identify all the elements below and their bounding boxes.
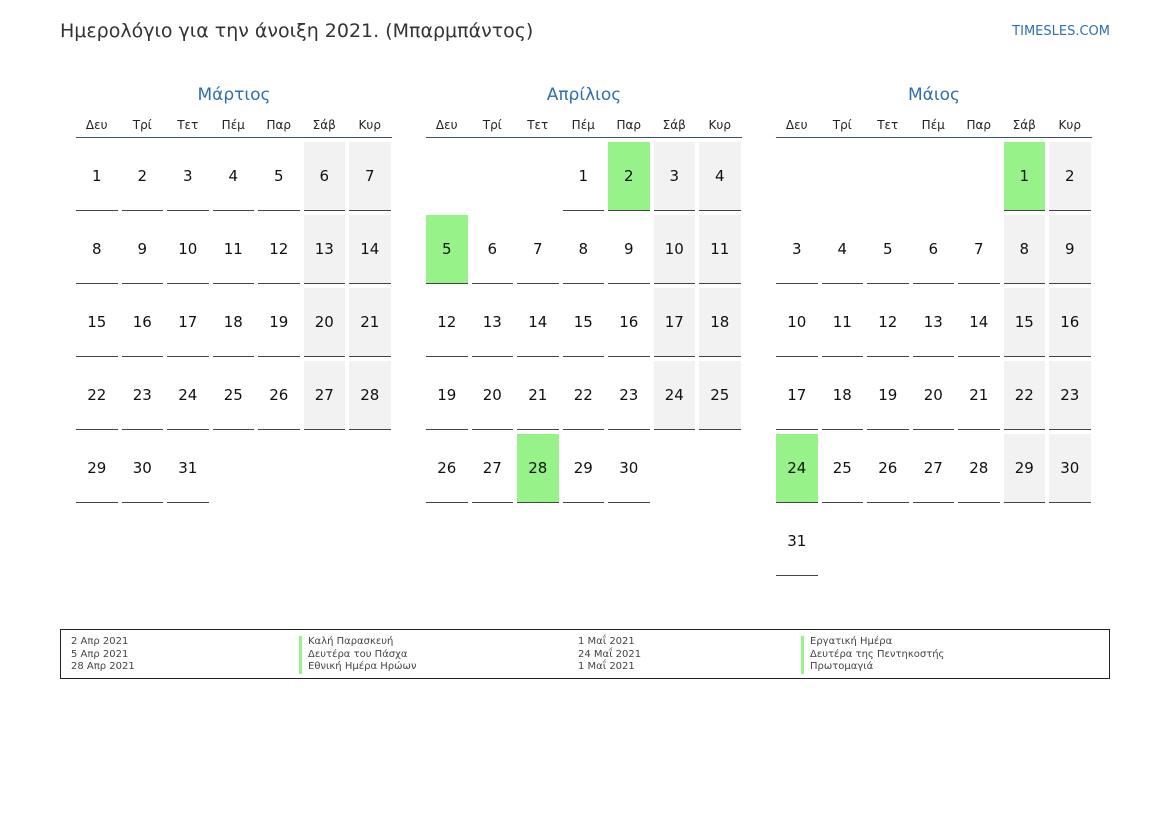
legend-date: 28 Απρ 2021 [71,661,135,672]
day-grid [426,142,742,503]
day-cell[interactable]: 28 [958,434,1000,503]
day-cell[interactable]: 22 [76,361,118,430]
weekday-label: Τρί [132,118,152,132]
day-cell[interactable]: 14 [517,288,559,357]
day-cell[interactable]: 16 [608,288,650,357]
weekday-label: Σάβ [662,118,686,132]
day-cell[interactable]: 23 [608,361,650,430]
holiday-day-cell[interactable]: 28 [517,434,559,503]
day-cell[interactable]: 23 [122,361,164,430]
legend-holiday-name: Δευτέρα του Πάσχα [299,649,416,662]
day-cell[interactable]: 9 [122,215,164,284]
day-cell[interactable]: 1 [563,142,605,211]
day-cell[interactable]: 16 [122,288,164,357]
day-cell[interactable]: 8 [563,215,605,284]
day-cell[interactable]: 25 [822,434,864,503]
day-cell[interactable]: 3 [654,142,696,211]
holiday-day-cell[interactable]: 5 [426,215,468,284]
month-april [426,84,742,503]
day-cell[interactable]: 12 [867,288,909,357]
weekday-label: Κυρ [708,118,731,132]
day-cell[interactable]: 9 [1049,215,1091,284]
empty-cell [776,142,818,211]
weekday-label: Παρ [966,118,992,132]
month-may [776,84,1092,576]
day-cell[interactable]: 19 [426,361,468,430]
day-cell[interactable]: 14 [958,288,1000,357]
weekday-label: Παρ [266,118,292,132]
day-cell[interactable]: 2 [122,142,164,211]
day-cell[interactable]: 14 [349,215,391,284]
legend-holiday-name: Καλή Παρασκευή [299,636,416,649]
day-cell[interactable]: 24 [167,361,209,430]
day-cell[interactable]: 31 [167,434,209,503]
day-cell[interactable]: 7 [517,215,559,284]
weekday-label: Δευ [435,118,458,132]
day-cell[interactable]: 2 [1049,142,1091,211]
day-cell[interactable]: 31 [776,507,818,576]
day-cell[interactable]: 27 [472,434,514,503]
weekday-label: Δευ [85,118,108,132]
day-cell[interactable]: 10 [776,288,818,357]
weekday-label: Πέμ [921,118,945,132]
day-cell[interactable]: 24 [654,361,696,430]
day-cell[interactable]: 18 [213,288,255,357]
day-cell[interactable]: 30 [1049,434,1091,503]
weekday-label: Τετ [877,118,899,132]
day-cell[interactable]: 25 [213,361,255,430]
day-cell[interactable]: 7 [958,215,1000,284]
weekday-header [426,115,742,138]
weekday-label: Παρ [616,118,642,132]
day-cell[interactable]: 13 [472,288,514,357]
weekday-label: Πέμ [571,118,595,132]
day-grid [776,142,1092,576]
day-cell[interactable]: 10 [654,215,696,284]
day-cell[interactable]: 22 [1004,361,1046,430]
weekday-label: Σάβ [312,118,336,132]
empty-cell [472,142,514,211]
day-cell[interactable]: 21 [958,361,1000,430]
day-cell[interactable]: 18 [822,361,864,430]
day-cell[interactable]: 25 [699,361,741,430]
month-title: Μάιος [907,85,960,105]
day-cell[interactable]: 4 [822,215,864,284]
weekday-label: Τρί [482,118,502,132]
weekday-label: Δευ [785,118,808,132]
legend-dates-right [578,636,641,674]
day-cell[interactable]: 11 [213,215,255,284]
weekday-label: Τετ [177,118,199,132]
day-cell[interactable]: 13 [304,215,346,284]
weekday-header [76,115,392,138]
day-cell[interactable]: 19 [867,361,909,430]
day-cell[interactable]: 26 [258,361,300,430]
holiday-day-cell[interactable]: 24 [776,434,818,503]
legend-names-left [299,636,416,674]
day-cell[interactable]: 15 [76,288,118,357]
day-cell[interactable]: 23 [1049,361,1091,430]
legend-dates-left [71,636,135,674]
day-cell[interactable]: 12 [258,215,300,284]
empty-cell [913,142,955,211]
holiday-day-cell[interactable]: 2 [608,142,650,211]
day-cell[interactable]: 17 [167,288,209,357]
weekday-label: Πέμ [221,118,245,132]
day-cell[interactable]: 26 [426,434,468,503]
holiday-legend [60,629,1110,679]
day-cell[interactable]: 20 [304,288,346,357]
day-cell[interactable]: 21 [349,288,391,357]
day-cell[interactable]: 15 [563,288,605,357]
day-cell[interactable]: 19 [258,288,300,357]
day-cell[interactable]: 5 [258,142,300,211]
day-cell[interactable]: 30 [122,434,164,503]
weekday-header [776,115,1092,138]
day-cell[interactable]: 6 [304,142,346,211]
day-cell[interactable]: 8 [76,215,118,284]
day-cell[interactable]: 17 [654,288,696,357]
day-cell[interactable]: 4 [213,142,255,211]
legend-date: 1 Μαΐ 2021 [578,636,635,647]
legend-date: 24 Μαΐ 2021 [578,648,642,660]
page-title: Ημερολόγιο για την άνοιξη 2021. (Μπαρμπάντος) [60,20,534,42]
legend-holiday-name: Δευτέρα της Πεντηκοστής [801,649,944,662]
site-link[interactable]: TIMESLES.COM [1012,24,1110,39]
day-cell[interactable]: 6 [913,215,955,284]
day-cell[interactable]: 7 [349,142,391,211]
day-cell[interactable]: 30 [608,434,650,503]
day-cell[interactable]: 27 [304,361,346,430]
empty-cell [867,142,909,211]
day-cell[interactable]: 16 [1049,288,1091,357]
day-cell[interactable]: 17 [776,361,818,430]
legend-date: 1 Μαΐ 2021 [578,661,635,672]
day-cell[interactable]: 3 [776,215,818,284]
day-cell[interactable]: 1 [76,142,118,211]
day-cell[interactable]: 27 [913,434,955,503]
holiday-day-cell[interactable]: 1 [1004,142,1046,211]
weekday-label: Κυρ [358,118,381,132]
day-cell[interactable]: 29 [1004,434,1046,503]
day-cell[interactable]: 20 [913,361,955,430]
month-title: Μάρτιος [197,85,271,105]
day-cell[interactable]: 20 [472,361,514,430]
day-cell[interactable]: 5 [867,215,909,284]
legend-date: 2 Απρ 2021 [71,636,129,647]
day-cell[interactable]: 3 [167,142,209,211]
empty-cell [517,142,559,211]
legend-holiday-name: Πρωτομαγιά [801,661,944,674]
empty-cell [822,142,864,211]
legend-holiday-name: Εργατική Ημέρα [801,636,944,649]
day-cell[interactable]: 26 [867,434,909,503]
day-cell[interactable]: 6 [472,215,514,284]
day-cell[interactable]: 9 [608,215,650,284]
day-cell[interactable]: 8 [1004,215,1046,284]
day-cell[interactable]: 29 [563,434,605,503]
day-cell[interactable]: 21 [517,361,559,430]
month-march [76,84,392,503]
legend-names-right [801,636,944,674]
day-grid [76,142,392,503]
weekday-label: Κυρ [1058,118,1081,132]
day-cell[interactable]: 29 [76,434,118,503]
day-cell[interactable]: 4 [699,142,741,211]
weekday-label: Τετ [527,118,549,132]
day-cell[interactable]: 15 [1004,288,1046,357]
day-cell[interactable]: 18 [699,288,741,357]
weekday-label: Σάβ [1012,118,1036,132]
empty-cell [426,142,468,211]
legend-holiday-name: Εθνική Ημέρα Ηρώων [299,661,416,674]
day-cell[interactable]: 10 [167,215,209,284]
empty-cell [958,142,1000,211]
legend-date: 5 Απρ 2021 [71,648,129,660]
day-cell[interactable]: 11 [699,215,741,284]
day-cell[interactable]: 11 [822,288,864,357]
day-cell[interactable]: 13 [913,288,955,357]
day-cell[interactable]: 12 [426,288,468,357]
weekday-label: Τρί [832,118,852,132]
day-cell[interactable]: 28 [349,361,391,430]
day-cell[interactable]: 22 [563,361,605,430]
month-title: Απρίλιος [546,85,622,105]
